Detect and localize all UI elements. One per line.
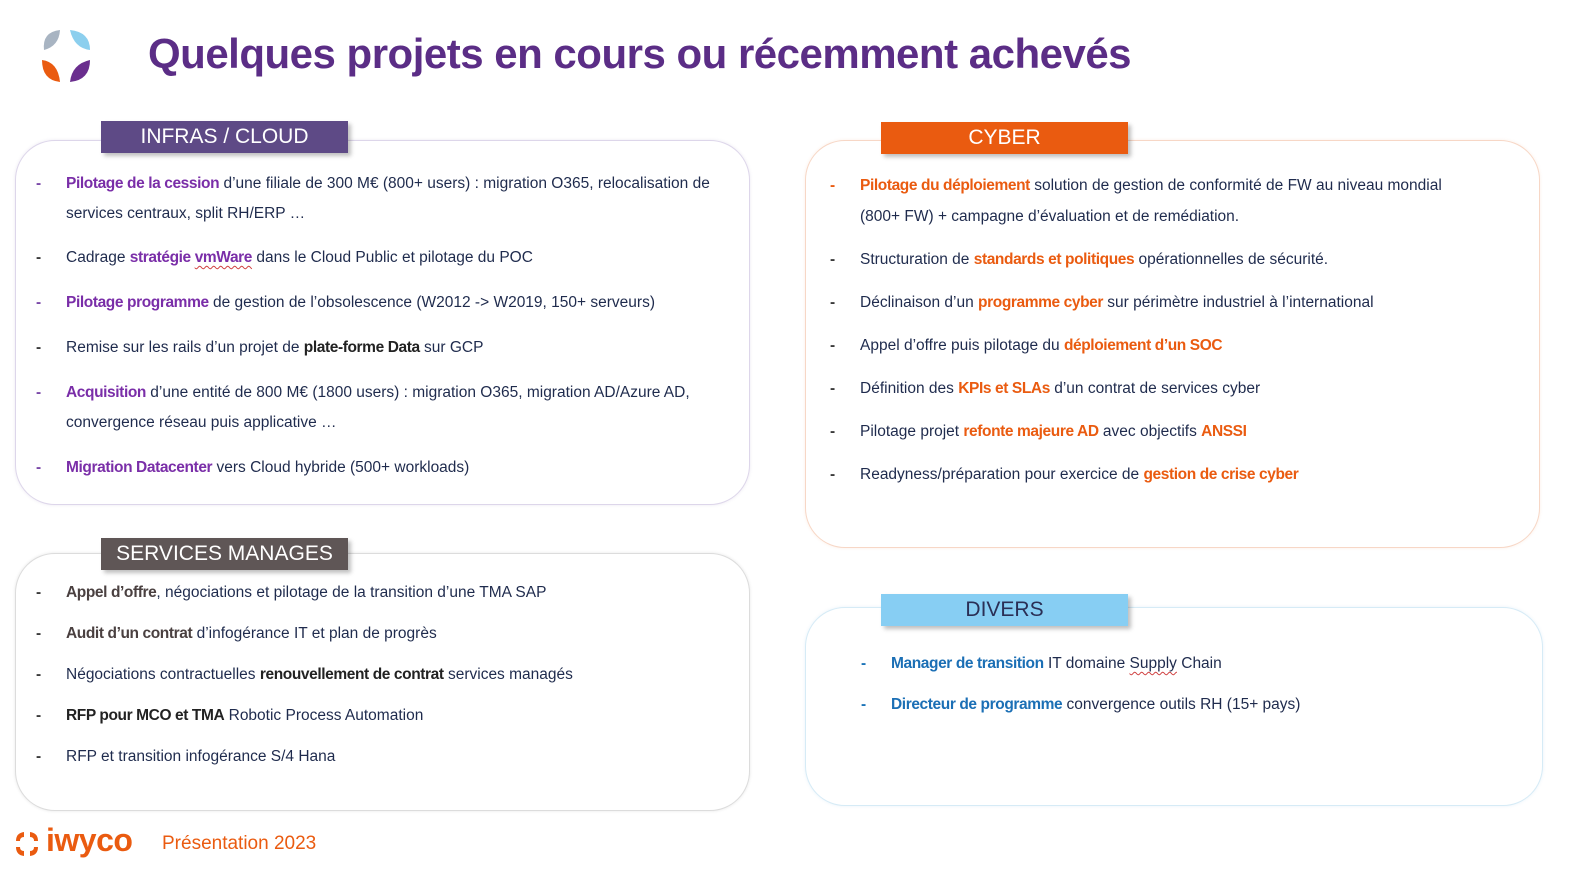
cyber-header: CYBER: [881, 122, 1128, 154]
item-text: sur périmètre industriel à l’international: [1103, 294, 1374, 311]
bullet-dash: -: [36, 625, 42, 642]
bullet-dash: -: [830, 466, 836, 483]
brand-name: iwyco: [46, 822, 133, 858]
item-text: Remise sur les rails d’un projet de: [66, 339, 304, 356]
highlight-text: stratégie: [129, 249, 195, 266]
highlight-text: Pilotage du déploiement: [860, 177, 1030, 194]
item-text: Chain: [1176, 655, 1222, 672]
highlight-text: Appel d’offre: [66, 584, 157, 601]
highlight-text: Acquisition: [66, 384, 146, 401]
item-text: Pilotage projet: [860, 423, 964, 440]
highlight-text: vmWare: [194, 249, 253, 266]
item-text: solution de gestion de conformité de FW au niveau mondial: [1029, 177, 1442, 194]
highlight-text: gestion de crise cyber: [1143, 466, 1299, 483]
item-text: IT domaine: [1043, 655, 1130, 672]
bullet-dash: -: [830, 423, 836, 440]
bullet-dash: -: [36, 339, 42, 356]
item-text: (800+ FW) + campagne d’évaluation et de remédiation.: [860, 208, 1240, 225]
highlight-text: refonte majeure AD: [963, 423, 1099, 440]
highlight-text: Pilotage programme: [66, 294, 209, 311]
item-text: sur GCP: [419, 339, 484, 356]
highlight-text: déploiement d’un SOC: [1063, 337, 1223, 354]
item-text: convergence outils RH (15+ pays): [1062, 696, 1301, 713]
bullet-dash: -: [36, 459, 42, 476]
bullet-dash: -: [36, 707, 42, 724]
highlight-text: Manager de transition: [891, 655, 1044, 672]
item-text: services managés: [443, 666, 573, 683]
bullet-dash: -: [861, 655, 867, 672]
item-text: convergence réseau puis applicative …: [66, 414, 337, 431]
item-text: Appel d’offre puis pilotage du: [860, 337, 1064, 354]
bullet-dash: -: [830, 380, 836, 397]
list-item: [830, 170, 1520, 232]
company-logo-icon: [30, 22, 110, 96]
item-text: Robotic Process Automation: [224, 707, 424, 724]
item-text: Structuration de: [860, 251, 974, 268]
highlight-text: Migration Datacenter: [66, 459, 213, 476]
list-item: [36, 169, 736, 229]
highlight-text: programme cyber: [978, 294, 1103, 311]
item-text: d’un contrat de services cyber: [1049, 380, 1261, 397]
highlight-text: RFP pour MCO et TMA: [66, 707, 225, 724]
page-title: Quelques projets en cours ou récemment achevés: [148, 30, 1132, 77]
item-text: opérationnelles de sécurité.: [1134, 251, 1329, 268]
bullet-dash: -: [36, 666, 42, 683]
item-text: Négociations contractuelles: [66, 666, 260, 683]
list-item: [36, 378, 736, 438]
divers-header: DIVERS: [881, 594, 1128, 626]
infra-cloud-header: INFRAS / CLOUD: [101, 121, 348, 153]
bullet-dash: -: [830, 337, 836, 354]
bullet-dash: -: [36, 249, 42, 266]
bullet-dash: -: [36, 384, 42, 401]
bullet-dash: -: [36, 584, 42, 601]
bullet-dash: -: [36, 294, 42, 311]
item-text: Cadrage: [66, 249, 130, 266]
item-text: dans le Cloud Public et pilotage du POC: [252, 249, 533, 266]
item-text: Readyness/préparation pour exercice de: [860, 466, 1144, 483]
item-text: Déclinaison d’un: [860, 294, 979, 311]
highlight-text: Pilotage de la cession: [66, 175, 220, 192]
item-text: d’infogérance IT et plan de progrès: [192, 625, 437, 642]
iwyco-logo-icon: [12, 829, 42, 859]
item-text: Supply: [1129, 655, 1177, 672]
item-text: services centraux, split RH/ERP …: [66, 205, 306, 222]
bullet-dash: -: [36, 175, 42, 192]
bullet-dash: -: [830, 251, 836, 268]
services-manages-header: SERVICES MANAGES: [101, 538, 348, 570]
highlight-text: plate-forme Data: [303, 339, 420, 356]
item-text: , négociations et pilotage de la transition d’une TMA SAP: [156, 584, 547, 601]
presentation-label: Présentation 2023: [162, 833, 317, 854]
bullet-dash: -: [36, 748, 42, 765]
bullet-dash: -: [830, 294, 836, 311]
bullet-dash: -: [861, 696, 867, 713]
highlight-text: Directeur de programme: [891, 696, 1063, 713]
highlight-text: ANSSI: [1201, 423, 1247, 440]
item-text: Définition des: [860, 380, 959, 397]
highlight-text: Audit d’un contrat: [66, 625, 193, 642]
highlight-text: KPIs et SLAs: [958, 380, 1050, 397]
item-text: d’une filiale de 300 M€ (800+ users) : migration O365, relocalisation de: [219, 175, 710, 192]
bullet-dash: -: [830, 177, 836, 194]
item-text: vers Cloud hybride (500+ workloads): [212, 459, 470, 476]
item-text: de gestion de l’obsolescence (W2012 -> W2019, 150+ serveurs): [208, 294, 655, 311]
item-text: avec objectifs: [1098, 423, 1202, 440]
highlight-text: standards et politiques: [973, 251, 1135, 268]
item-text: RFP et transition infogérance S/4 Hana: [66, 748, 336, 765]
item-text: d’une entité de 800 M€ (1800 users) : migration O365, migration AD/Azure AD,: [146, 384, 690, 401]
highlight-text: renouvellement de contrat: [259, 666, 444, 683]
